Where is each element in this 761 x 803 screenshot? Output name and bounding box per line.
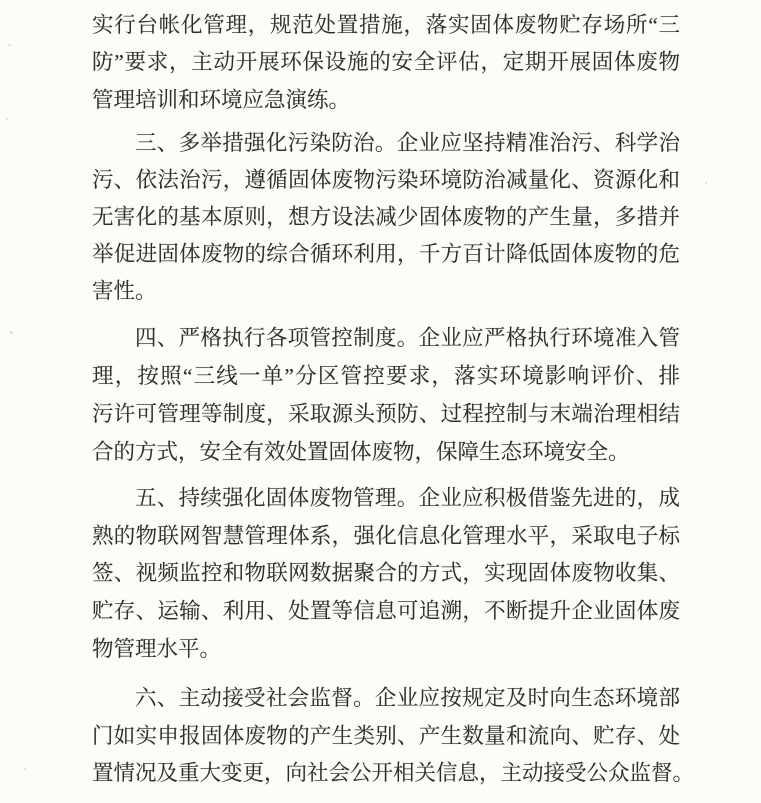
scan-speck bbox=[10, 331, 13, 334]
text-line: 六、主动接受社会监督。企业应按规定及时向生态环境部 bbox=[135, 686, 680, 710]
text-line: 污、依法治污，遵循固体废物污染环境防治减量化、资源化和 bbox=[92, 168, 680, 192]
scan-speck bbox=[24, 768, 26, 770]
text-line: 置情况及重大变更，向社会公开相关信息，主动接受公众监督。 bbox=[92, 761, 695, 785]
text-line: 签、视频监控和物联网数据聚合的方式，实现固体废物收集、 bbox=[92, 561, 680, 585]
scan-speck bbox=[8, 44, 11, 46]
text-line: 物管理水平。 bbox=[92, 637, 222, 661]
text-line: 熟的物联网智慧管理体系，强化信息化管理水平，采取电子标 bbox=[92, 524, 680, 548]
text-line: 实行台帐化管理，规范处置措施，落实固体废物贮存场所“三 bbox=[92, 13, 680, 37]
text-line: 门如实申报固体废物的产生类别、产生数量和流向、贮存、处 bbox=[92, 724, 680, 748]
text-line: 五、持续强化固体废物管理。企业应积极借鉴先进的，成 bbox=[135, 486, 680, 510]
text-line: 贮存、运输、利用、处置等信息可追溯，不断提升企业固体废 bbox=[92, 599, 680, 623]
scan-speck bbox=[6, 118, 8, 120]
text-line: 管理培训和环境应急演练。 bbox=[92, 88, 351, 112]
text-line: 举促进固体废物的综合循环利用，千方百计降低固体废物的危 bbox=[92, 242, 680, 266]
text-line: 害性。 bbox=[92, 279, 157, 303]
text-line: 防”要求，主动开展环保设施的安全评估，定期开展固体废物 bbox=[92, 50, 680, 74]
text-line: 四、严格执行各项管控制度。企业应严格执行环境准入管 bbox=[135, 326, 680, 350]
text-line: 理，按照“三线一单”分区管控要求，落实环境影响评价、排 bbox=[92, 364, 680, 388]
scan-speck bbox=[705, 182, 707, 184]
text-line: 三、多举措强化污染防治。企业应坚持精准治污、科学治 bbox=[135, 131, 680, 155]
text-line: 污许可管理等制度，采取源头预防、过程控制与末端治理相结 bbox=[92, 402, 680, 426]
text-line: 合的方式，安全有效处置固体废物，保障生态环境安全。 bbox=[92, 440, 630, 464]
text-line: 无害化的基本原则，想方设法减少固体废物的产生量，多措并 bbox=[92, 205, 680, 229]
